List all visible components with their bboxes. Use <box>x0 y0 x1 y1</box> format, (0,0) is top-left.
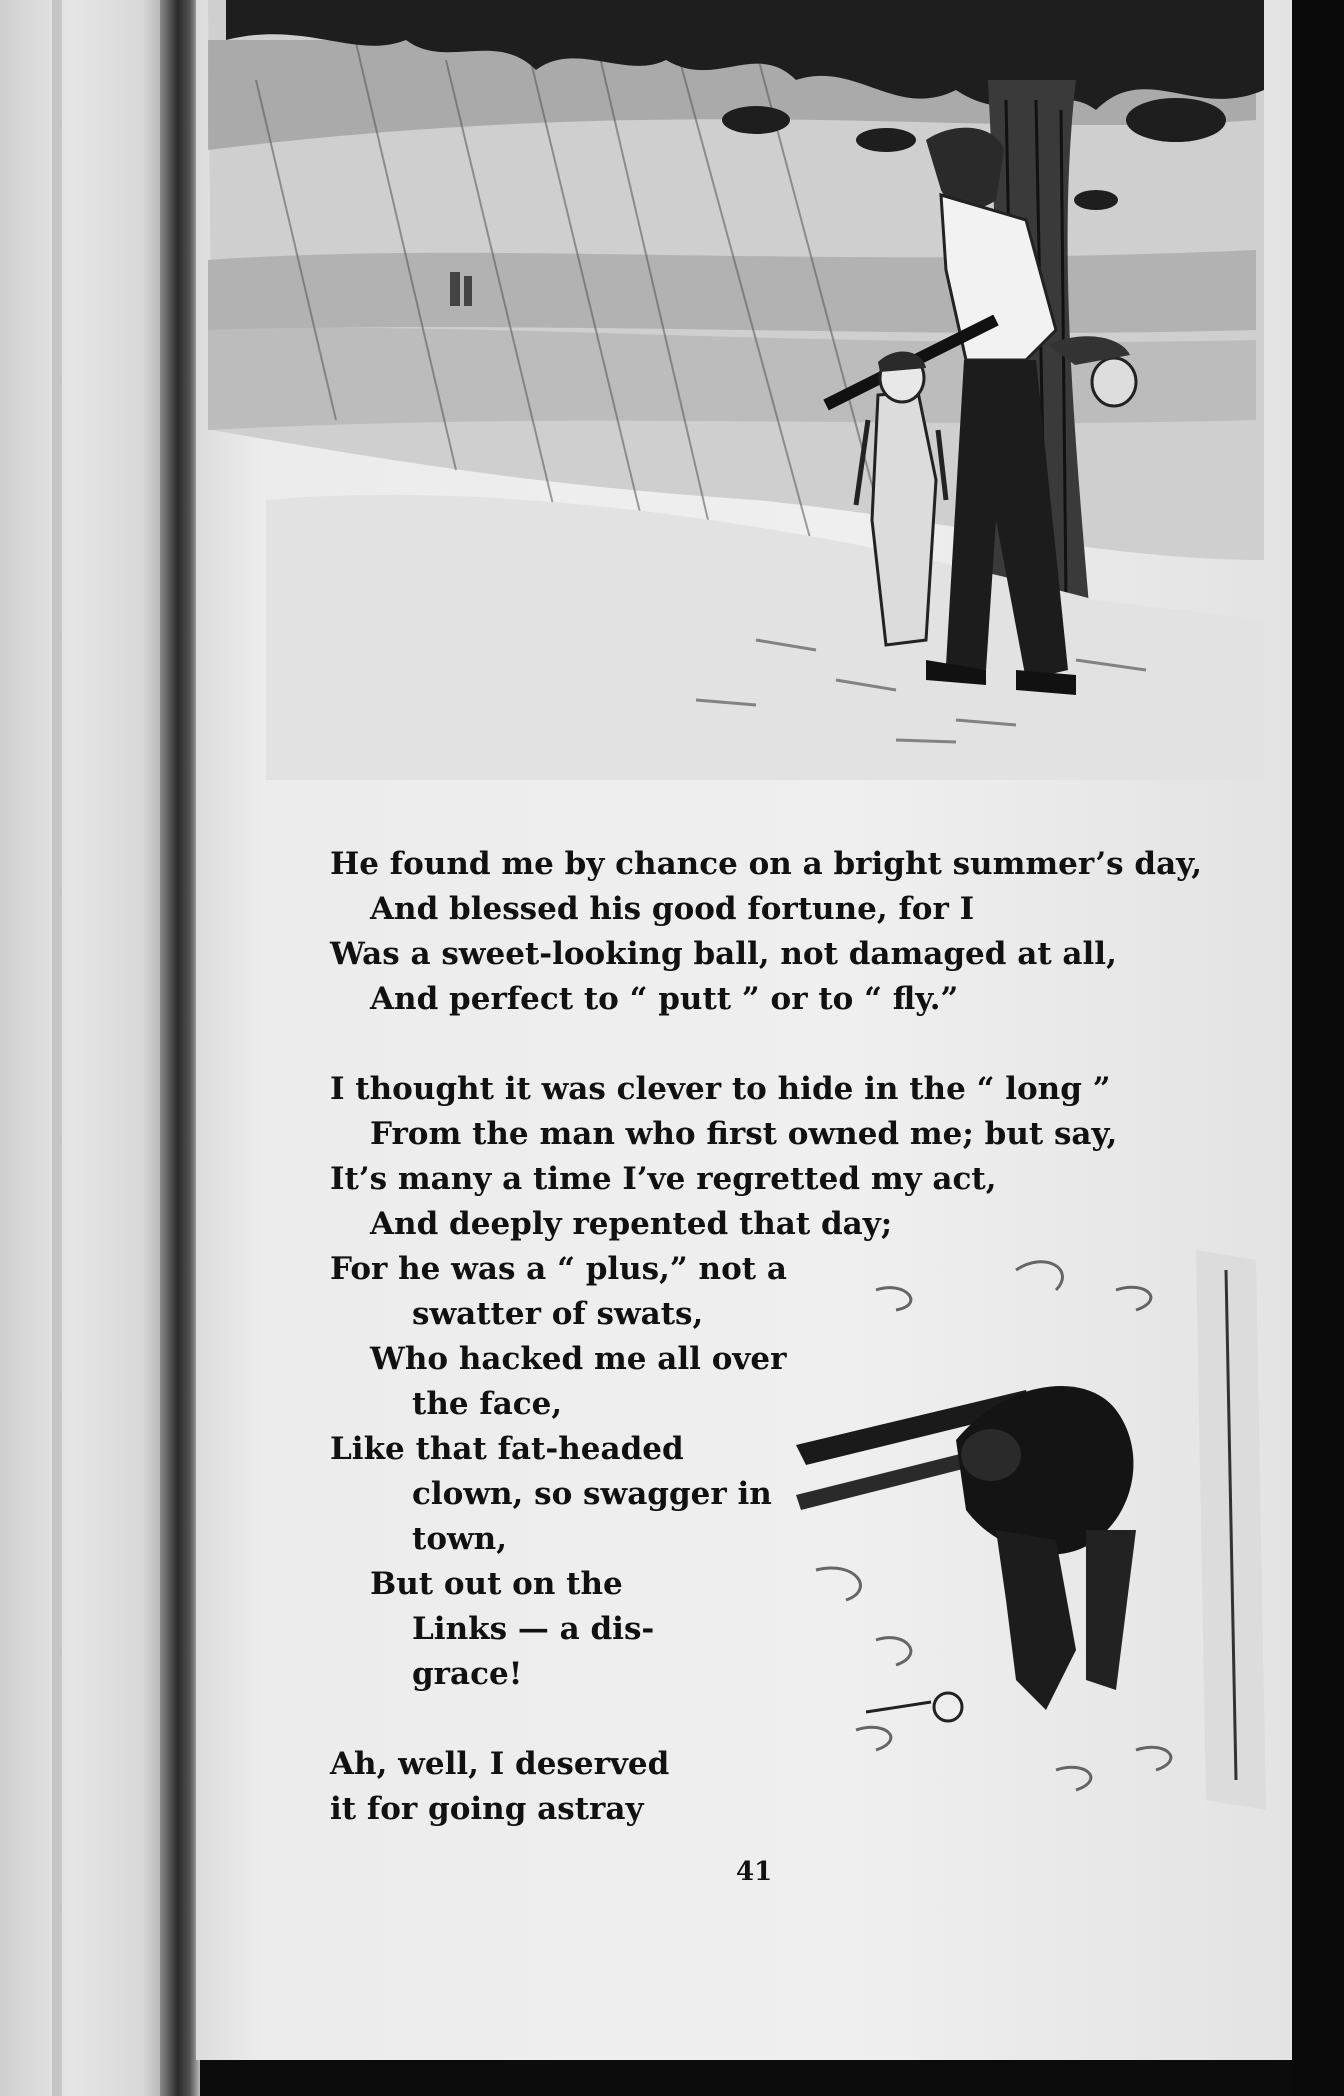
previous-page-fold <box>52 0 62 2096</box>
poem-line: grace! <box>412 1656 523 1692</box>
poem-line: it for going astray <box>330 1791 644 1827</box>
stanza-1 <box>330 842 1230 1022</box>
previous-page-edge <box>0 0 178 2096</box>
poem-line: It’s many a time I’ve regretted my act, <box>330 1161 997 1197</box>
poem-line: Links — a dis- <box>412 1611 655 1647</box>
poem-line: town, <box>412 1521 508 1557</box>
poem-line: the face, <box>412 1386 563 1422</box>
poem-line: But out on the <box>370 1566 623 1602</box>
poem-line: From the man who first owned me; but say, <box>370 1116 1118 1152</box>
book-gutter <box>160 0 200 2096</box>
poem-line: clown, so swagger in <box>412 1476 772 1512</box>
poem-line: Was a sweet-looking ball, not damaged at all, <box>330 936 1117 972</box>
poem-line: Ah, well, I deserved <box>330 1746 670 1782</box>
poem-line: He found me by chance on a bright summer’s day, <box>330 846 1203 882</box>
top-illustration <box>196 0 1292 800</box>
poem-line: swatter of swats, <box>412 1296 704 1332</box>
poem-line: And blessed his good fortune, for I <box>370 891 975 927</box>
poem-line: For he was a “ plus,” not a <box>330 1251 787 1287</box>
stanza-3 <box>330 1742 1230 1832</box>
scan-border <box>1292 0 1344 2096</box>
poem-line: Like that fat-headed <box>330 1431 684 1467</box>
page-number: 41 <box>736 1857 773 1887</box>
stanza-2 <box>330 1067 1230 1697</box>
book-page <box>196 0 1292 2060</box>
poem-line: And perfect to “ putt ” or to “ fly.” <box>370 981 959 1017</box>
poem-text <box>330 842 1230 1877</box>
poem-line: And deeply repented that day; <box>370 1206 893 1242</box>
poem-line: I thought it was clever to hide in the “ long ” <box>330 1071 1111 1107</box>
poem-line: Who hacked me all over <box>370 1341 787 1377</box>
